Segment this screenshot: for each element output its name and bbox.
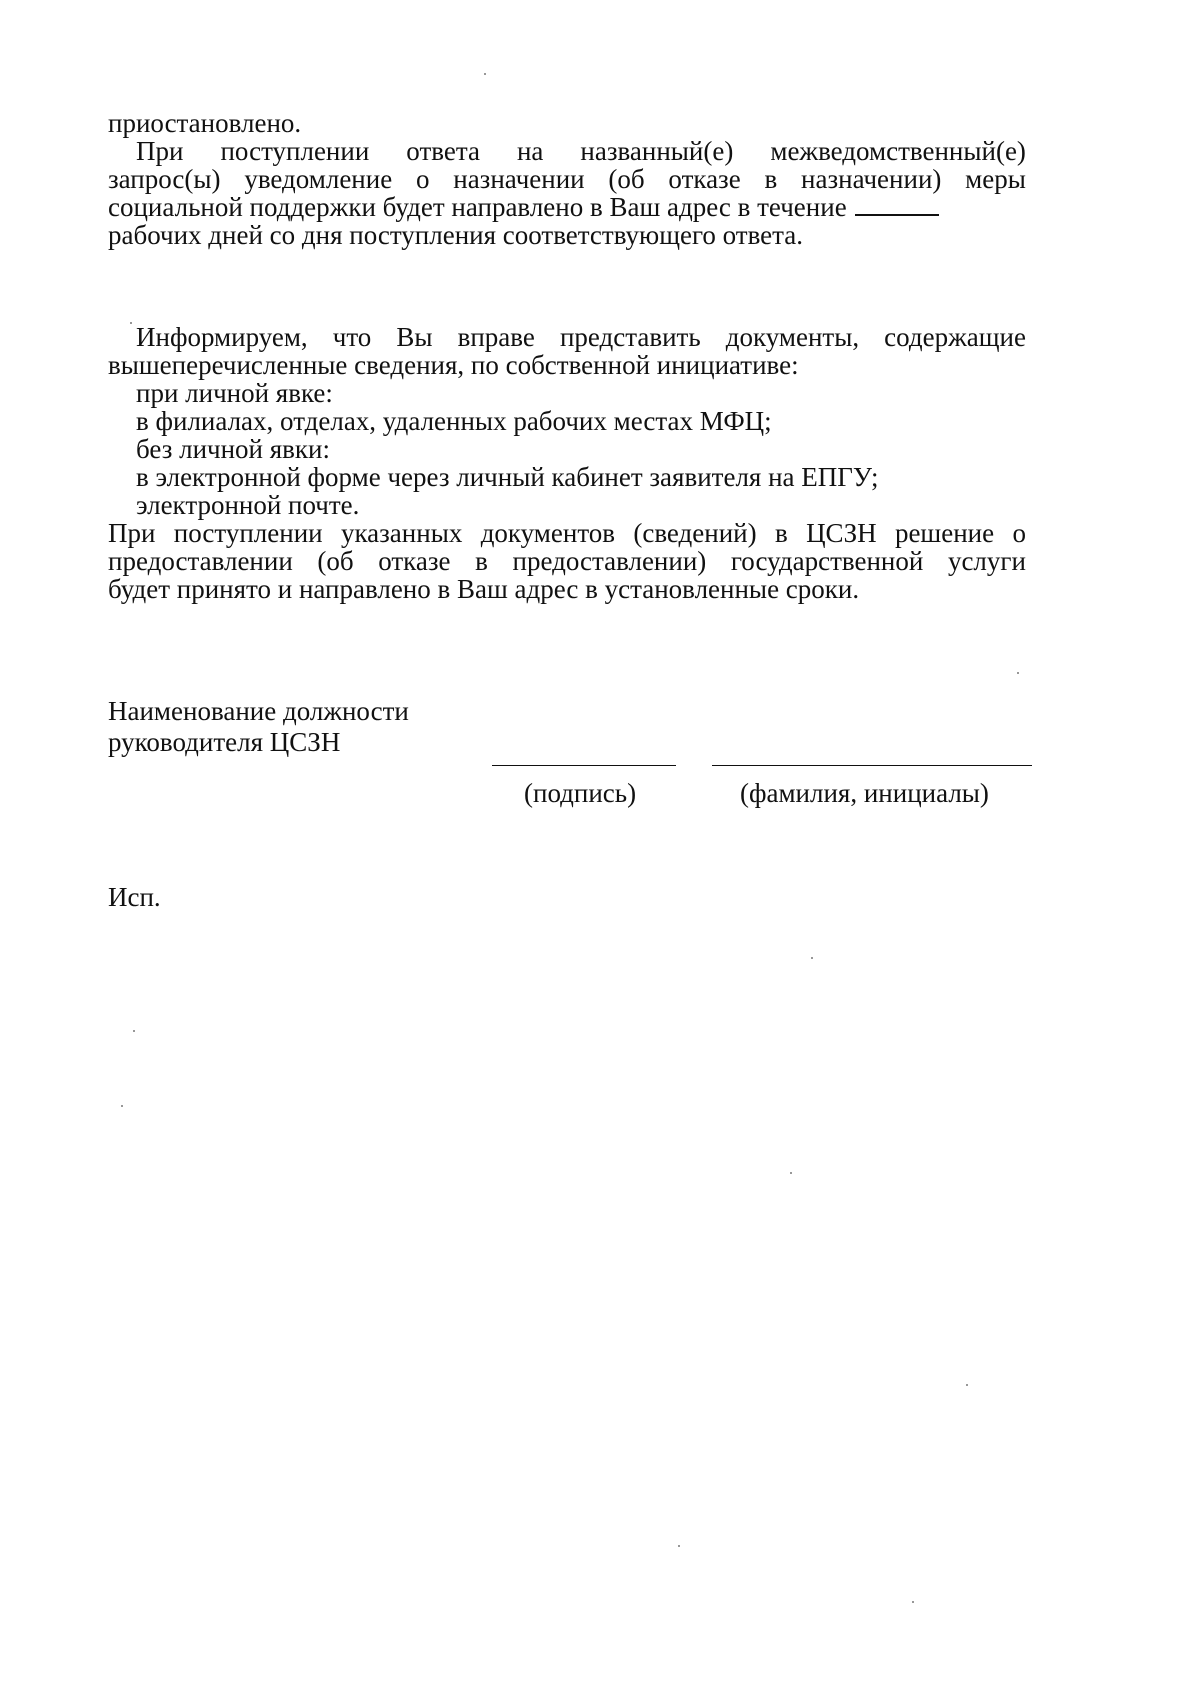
word: в [475,546,488,576]
word: Информируем, [136,322,308,352]
word: назначении) [801,164,942,194]
word: документы, [725,322,860,352]
word: отказе [668,164,741,194]
scan-speck [790,1172,792,1174]
word: в [764,164,778,194]
position-title-line2: руководителя ЦСЗН [108,727,341,757]
word: решение [894,518,995,548]
word: При [108,518,156,548]
signature-underline [492,765,676,766]
word: уведомление [244,164,393,194]
word: документов [480,518,616,548]
list-item: в филиалах, отделах, удаленных рабочих местах МФЦ; [136,406,772,436]
scan-speck [811,957,813,959]
name-underline [712,765,1032,766]
position-title-line1: Наименование должности [108,696,409,726]
scan-speck [484,73,486,75]
scan-speck [130,322,132,324]
paragraph-decision-line1 [108,518,1026,549]
list-item: в электронной форме через личный кабинет заявителя на ЕПГУ; [136,462,879,492]
list-item: без личной явки: [136,434,330,464]
paragraph-response-line3 [108,192,1026,223]
days-blank-field [855,194,939,216]
word: ответа [406,136,480,166]
list-item: электронной почте. [136,490,360,520]
word: названный(е) [580,136,734,166]
word: ЦСЗН [806,518,877,548]
scan-speck [133,1030,135,1032]
executor-label: Исп. [108,882,161,912]
word: межведомственный(е) [770,136,1026,166]
scan-speck [912,1601,914,1603]
scan-speck [966,1384,968,1386]
word: вправе [457,322,535,352]
word: назначении [453,164,585,194]
word: услуги [947,546,1026,576]
word: предоставлении [108,546,293,576]
word: поступлении [220,136,370,166]
scan-speck [678,1545,680,1547]
paragraph-decision-line2 [108,546,1026,577]
paragraph-response-line1 [136,136,1026,167]
word: При [136,136,184,166]
paragraph-response-line2 [108,164,1026,195]
scan-speck [1017,672,1019,674]
word: запрос(ы) [108,164,221,194]
paragraph-response-line4: рабочих дней со дня поступления соответствующего ответа. [108,220,803,250]
word: (об [317,546,354,576]
paragraph-decision-line3: будет принято и направлено в Ваш адрес в установленные сроки. [108,574,860,604]
word: отказе [378,546,451,576]
word: государственной [730,546,924,576]
word: о [415,164,430,194]
word: предоставлении) [512,546,707,576]
word: на [516,136,544,166]
paragraph-inform-line1 [136,322,1026,353]
name-caption: (фамилия, инициалы) [740,778,989,808]
word: меры [965,164,1026,194]
word: в [774,518,788,548]
word: (об [608,164,645,194]
word: что [332,322,372,352]
word: о [1012,518,1026,548]
paragraph-inform-line2: вышеперечисленные сведения, по собственной инициативе: [108,350,799,380]
list-item: при личной явке: [136,378,333,408]
word: представить [559,322,701,352]
paragraph-continuation: приостановлено. [108,108,302,138]
word: поступлении [173,518,323,548]
word: содержащие [884,322,1026,352]
paragraph-text: социальной поддержки будет направлено в Ваш адрес в течение [108,192,847,222]
signature-caption: (подпись) [524,778,637,808]
word: указанных [340,518,463,548]
word: (сведений) [633,518,757,548]
word: Вы [396,322,433,352]
scan-speck [121,1105,123,1107]
